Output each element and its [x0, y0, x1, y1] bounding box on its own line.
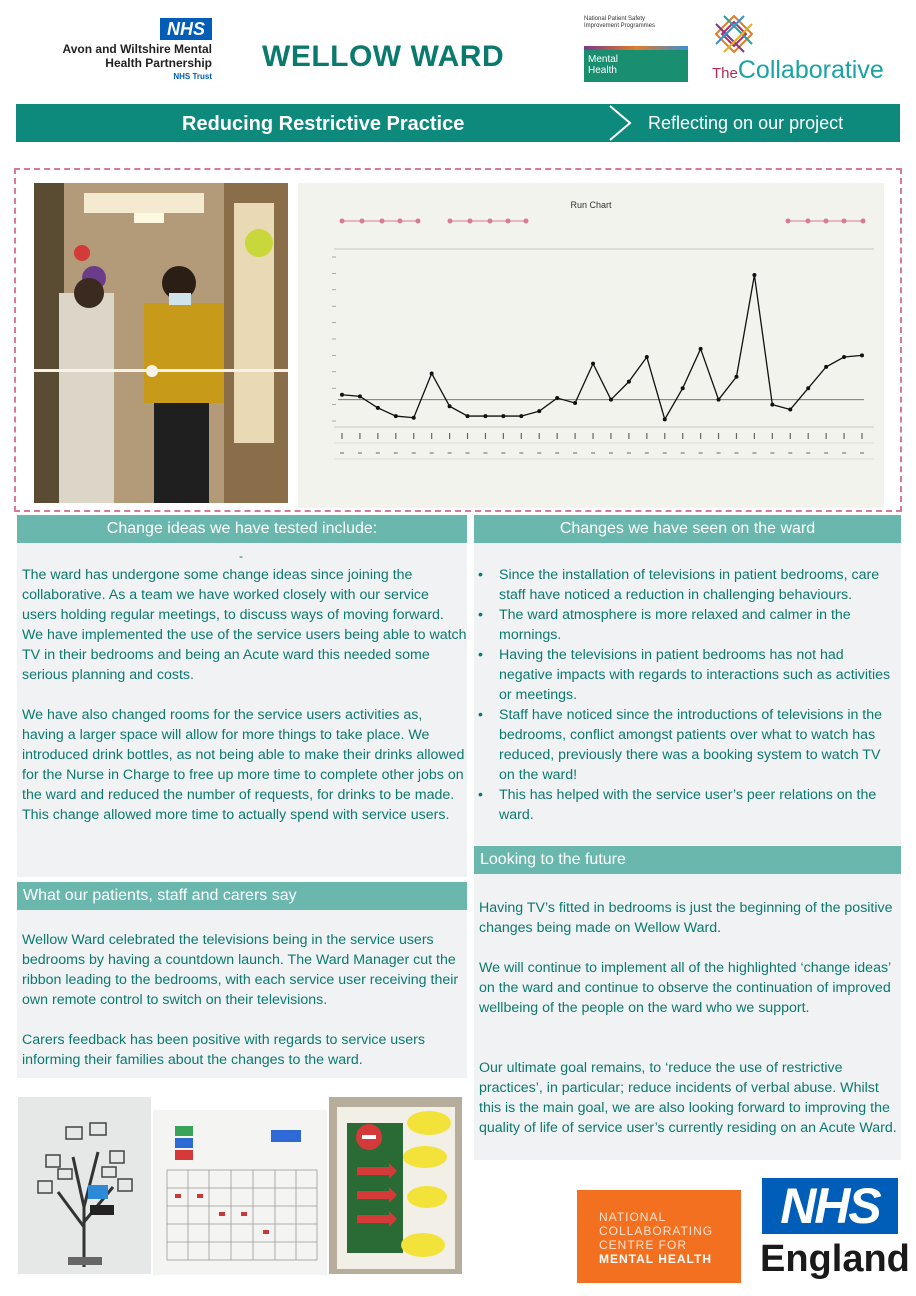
data-point: [501, 414, 505, 418]
future-paragraph-3: Our ultimate goal remains, to ‘reduce the use of restrictive practices’, in particular; reduce incidents of verbal abuse. Whilst this is the main goal, we are also looking forward to improving the quality of life of service user’s currently residing on an Acute Ward.: [479, 1060, 897, 1136]
data-point: [412, 416, 416, 420]
collaborative-wordmark: TheCollaborative: [712, 56, 884, 84]
data-point: [448, 404, 452, 408]
data-point: [573, 401, 577, 405]
nccmh-line2: COLLABORATING: [599, 1224, 714, 1238]
patients-say-paragraph-1: Wellow Ward celebrated the televisions being in the service users bedrooms by having a countdown launch. The Ward Manager cut the ribbon leading to the bedrooms, with each service user receiving their own remote control to switch on their televisions.: [22, 932, 459, 1008]
data-point: [788, 408, 792, 412]
list-item: • Having the televisions in patient bedrooms has not had negative impacts with regards to interactions such as activities or meetings.: [478, 645, 898, 705]
chevron-right-icon: [602, 104, 642, 142]
data-point: [663, 417, 667, 421]
patients-say-header: What our patients, staff and carers say: [17, 882, 467, 910]
patients-say-paragraph-2: Carers feedback has been positive with regards to service users informing their families about the changes to the ward.: [22, 1032, 425, 1068]
data-point: [537, 409, 541, 413]
change-ideas-paragraph-2: We have also changed rooms for the service users activities as, having a larger space will allow for more things to take place. We introduced drink bottles, as not being able to make their drinks allowed for the Nurse in Charge to free up more time to complete other jobs on the ward and reduced the number of requests, for drinks to be made. This change allowed more time to actually spend with service users.: [22, 707, 465, 823]
data-point: [358, 394, 362, 398]
badge-line1: Mental: [588, 54, 619, 65]
family-tree-wall-photo: [18, 1097, 151, 1274]
future-paragraph-1: Having TV’s fitted in bedrooms is just the beginning of the positive changes being made on Wellow Ward.: [479, 900, 893, 936]
data-point: [645, 355, 649, 359]
list-item: • The ward atmosphere is more relaxed and calmer in the mornings.: [478, 605, 898, 645]
run-chart-title: Run Chart: [570, 200, 612, 210]
data-point: [734, 375, 738, 379]
list-item: • This has helped with the service user’s peer relations on the ward.: [478, 785, 898, 825]
data-point: [842, 355, 846, 359]
data-point: [824, 365, 828, 369]
banner-right-title: Reflecting on our project: [648, 113, 844, 133]
nccmh-line1: NATIONAL: [599, 1210, 667, 1224]
trust-logo: [22, 18, 222, 82]
nccmh-line4: MENTAL HEALTH: [599, 1252, 712, 1266]
nccmh-line3: CENTRE FOR: [599, 1238, 687, 1252]
collaborative-logo: [706, 12, 906, 82]
data-point: [627, 380, 631, 384]
page-title: WELLOW WARD: [262, 40, 505, 73]
data-point: [394, 414, 398, 418]
nhs-england-mark: NHS: [762, 1178, 898, 1234]
changes-seen-list: [478, 565, 898, 825]
banner-left-title: Reducing Restrictive Practice: [182, 113, 465, 135]
npsip-line1: National Patient Safety: [584, 16, 646, 22]
change-ideas-dash: -: [239, 549, 243, 563]
data-point: [591, 362, 595, 366]
data-point: [770, 403, 774, 407]
countdown-calendar-photo: [153, 1110, 327, 1275]
changes-seen-header: Changes we have seen on the ward: [474, 515, 901, 543]
data-point: [699, 347, 703, 351]
future-header: Looking to the future: [474, 846, 901, 874]
title-banner: [16, 104, 900, 142]
changes-seen-section: [474, 515, 901, 845]
data-point: [340, 393, 344, 397]
run-chart: [298, 183, 884, 508]
nhs-england-logo: [760, 1178, 910, 1286]
mental-health-badge: [584, 50, 688, 82]
collaborative-mark-icon: [712, 12, 756, 56]
future-section: [474, 874, 901, 1160]
data-point: [806, 386, 810, 390]
data-point: [681, 386, 685, 390]
change-ideas-section: [17, 515, 467, 877]
ribbon-cutting-photo: [34, 183, 288, 503]
future-paragraph-2: We will continue to implement all of the highlighted ‘change ideas’ on the ward and continue to observe the continuation of improved wellbeing of the people on the ward who we support.: [479, 960, 891, 1016]
trust-name-line2: Health Partnership: [105, 56, 212, 70]
trust-name-line1: Avon and Wiltshire Mental: [62, 42, 212, 56]
nhs-logo-mark: NHS: [160, 18, 212, 40]
npsip-logo: [584, 16, 690, 82]
nccmh-logo: [577, 1190, 741, 1283]
data-point: [609, 398, 613, 402]
data-point: [555, 396, 559, 400]
data-point: [466, 414, 470, 418]
data-point: [483, 414, 487, 418]
list-item: • Since the installation of televisions in patient bedrooms, care staff have noticed a reduction in challenging behaviours.: [478, 565, 898, 605]
badge-line2: Health: [588, 65, 617, 76]
data-point: [752, 273, 756, 277]
data-point: [717, 398, 721, 402]
data-point: [860, 353, 864, 357]
change-ideas-paragraph-1: The ward has undergone some change ideas since joining the collaborative. As a team we have worked closely with our service users holding regular meetings, to discuss ways of moving forward. We have implemented the use of the service users being able to watch TV in their bedrooms and being an Acute ward this needed some serious planning and costs.: [22, 567, 467, 683]
data-point: [376, 406, 380, 410]
npsip-line2: Improvement Programmes: [584, 23, 656, 29]
notice-board-photo: [329, 1097, 462, 1274]
nhs-england-wordmark: England: [760, 1238, 910, 1280]
patients-say-section: [17, 910, 467, 1078]
data-point: [519, 414, 523, 418]
data-point: [430, 371, 434, 375]
list-item: • Staff have noticed since the introductions of televisions in the bedrooms, conflict amongst patients over what to watch has reduced, previously there was a booking system to watch TV on the ward!: [478, 705, 898, 785]
trust-name-line3: NHS Trust: [173, 72, 212, 81]
change-ideas-header: Change ideas we have tested include:: [17, 515, 467, 543]
